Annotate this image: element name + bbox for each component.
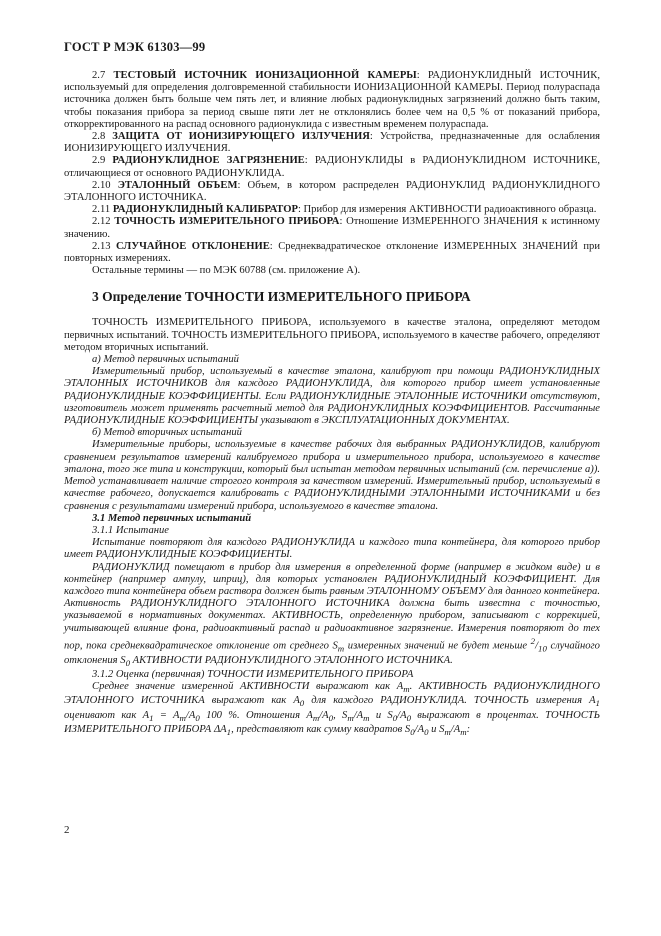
term-2-10: 2.10 ЭТАЛОННЫЙ ОБЪЕМ: Объем, в котором распределен РАДИОНУКЛИД РАДИОНУКЛИДНОГО ЭТАЛОННОГО ИСТОЧНИКА. <box>64 179 600 204</box>
section-3-intro: ТОЧНОСТЬ ИЗМЕРИТЕЛЬНОГО ПРИБОРА, используемого в качестве эталона, определяют методом первичных испытаний. ТОЧНОСТЬ ИЗМЕРИТЕЛЬНОГО ПРИБОРА, используемого в качестве рабочего, определяют методом вторичных испытаний. <box>64 317 600 353</box>
term-2-12: 2.12 ТОЧНОСТЬ ИЗМЕРИТЕЛЬНОГО ПРИБОРА: Отношение ИЗМЕРЕННОГО ЗНАЧЕНИЯ к истинному значению. <box>64 216 600 240</box>
subsection-3-1-2-para: Среднее значение измеренной АКТИВНОСТИ выражают как $A_m$. АКТИВНОСТЬ РАДИОНУКЛИДНОГО ЭТАЛОННОГО ИСТОЧНИКА выражают как $A_0$ для каждого РАДИОНУКЛИДА. ТОЧНОСТЬ измерения $A_1$ оценивают как $A_1 = A_m/A_0$ 100 %. Отношения $A_m/A_0$, $S_m/A_m$ и $S_0/A_0$ выражают в процентах. ТОЧНОСТЬ ИЗМЕРИТЕЛЬНОГО ПРИБОРА $\Delta A_1$, представляют как сумму квадратов $S_0/A_0$ и $S_m/A_m$: <box>64 681 601 738</box>
method-b-title: б) Метод вторичных испытаний <box>92 427 242 439</box>
document-header: ГОСТ Р МЭК 61303—99 <box>64 40 206 54</box>
term-2-9: 2.9 РАДИОНУКЛИДНОЕ ЗАГРЯЗНЕНИЕ: РАДИОНУКЛИДЫ в РАДИОНУКЛИДНОМ ИСТОЧНИКЕ, отличающиеся от основного РАДИОНУКЛИДА. <box>64 155 600 179</box>
subsection-3-1-1-title: 3.1.1 Испытание <box>92 524 169 536</box>
subsection-3-1-1-para-1: Испытание повторяют для каждого РАДИОНУКЛИДА и каждого типа контейнера, для которого прибор имеет РАДИОНУКЛИДНЫЕ КОЭФФИЦИЕНТЫ. <box>64 537 600 561</box>
term-2-7: 2.7 ТЕСТОВЫЙ ИСТОЧНИК ИОНИЗАЦИОННОЙ КАМЕРЫ: РАДИОНУКЛИДНЫЙ ИСТОЧНИК, используемый для определения долговременной стабильности ИОНИЗАЦИОННОЙ КАМЕРЫ. Период полураспада источника должен быть больше чем пять лет, и влияние любых радионуклидных загрязнений должно быть таким, чтобы показания прибора за период свыше пяти лет не отклонялись более чем на 0,5 % от показаний прибора, откорректированного на распад основного радионуклида с известным временем полураспада. <box>64 70 600 130</box>
document-body <box>64 70 600 738</box>
subsection-3-1-2-title: 3.1.2 Оценка (первичная) ТОЧНОСТИ ИЗМЕРИТЕЛЬНОГО ПРИБОРА <box>92 668 414 680</box>
method-b-text: Измерительные приборы, используемые в качестве рабочих для выбранных РАДИОНУКЛИДОВ, калибруют сравнением результатов измерений калибруемого прибора и измерительного прибора, используемого в качестве эталона, того же типа и конструкции, который был испытан методом первичных испытаний (см. перечисление а)). Метод устанавливает наличие строгого контроля за качеством измерений. Измерительный прибор, используемый в качестве рабочего, допускается калибровать с РАДИОНУКЛИДНЫМИ ЭТАЛОННЫМИ ИСТОЧНИКАМИ и без сравнения с результатами измерений прибора, используемого в качестве эталона. <box>64 439 600 512</box>
subsection-3-1-1-para-2: РАДИОНУКЛИД помещают в прибор для измерения в определенной форме (например в жидком виде) и в контейнер (например ампулу, шприц), для которых установлен РАДИОНУКЛИДНЫЙ КОЭФФИЦИЕНТ. Для каждого типа контейнера объем раствора должен быть равным ЭТАЛОННОМУ ОБЪЕМУ для данного контейнера. Активность РАДИОНУКЛИДНОГО ЭТАЛОННОГО ИСТОЧНИКА должна быть известна с точностью, указываемой в нормативных документах. АКТИВНОСТЬ, определенную прибором, записывают с коррекцией, учитывающей влияние фона, радиоактивный распад и радиоактивное загрязнение. Измерения повторяют до тех пор, пока среднеквадратическое отклонение от среднего $S_m$ измеренных значений не будет меньше $^2/_{10}$ случайного отклонения $S_0$ АКТИВНОСТИ РАДИОНУКЛИДНОГО ЭТАЛОННОГО ИСТОЧНИКА. <box>64 561 600 668</box>
section-3-heading: 3 Определение ТОЧНОСТИ ИЗМЕРИТЕЛЬНОГО ПРИБОРА <box>92 289 471 305</box>
term-2-11: 2.11 РАДИОНУКЛИДНЫЙ КАЛИБРАТОР: Прибор для измерения АКТИВНОСТИ радиоактивного образца. <box>92 204 597 216</box>
term-2-13: 2.13 СЛУЧАЙНОЕ ОТКЛОНЕНИЕ: Среднеквадратическое отклонение ИЗМЕРЕННЫХ ЗНАЧЕНИЙ при повторных измерениях. <box>64 240 600 265</box>
method-a-text: Измерительный прибор, используемый в качестве эталона, калибруют при помощи РАДИОНУКЛИДНЫХ ЭТАЛОННЫХ ИСТОЧНИКОВ для каждого РАДИОНУКЛИДА, для которого прибор имеет установленные РАДИОНУКЛИДНЫЕ КОЭФФИЦИЕНТЫ. Если РАДИОНУКЛИДНЫЕ ЭТАЛОННЫЕ ИСТОЧНИКИ отсутствуют, изготовитель может применять расчетный метод для РАДИОНУКЛИДНЫХ КОЭФФИЦИЕНТОВ. Рассчитанные РАДИОНУКЛИДНЫЕ КОЭФФИЦИЕНТЫ указывают в ЭКСПЛУАТАЦИОННЫХ ДОКУМЕНТАХ. <box>64 366 600 427</box>
method-a-title: а) Метод первичных испытаний <box>92 354 239 366</box>
page-number: 2 <box>64 824 70 836</box>
term-2-8: 2.8 ЗАЩИТА ОТ ИОНИЗИРУЮЩЕГО ИЗЛУЧЕНИЯ: Устройства, предназначенные для ослабления ИОНИЗИРУЮЩЕГО ИЗЛУЧЕНИЯ. <box>64 131 600 155</box>
subsection-3-1-title: 3.1 Метод первичных испытаний <box>92 512 252 524</box>
other-terms-note: Остальные термины — по МЭК 60788 (см. приложение А). <box>92 265 361 277</box>
